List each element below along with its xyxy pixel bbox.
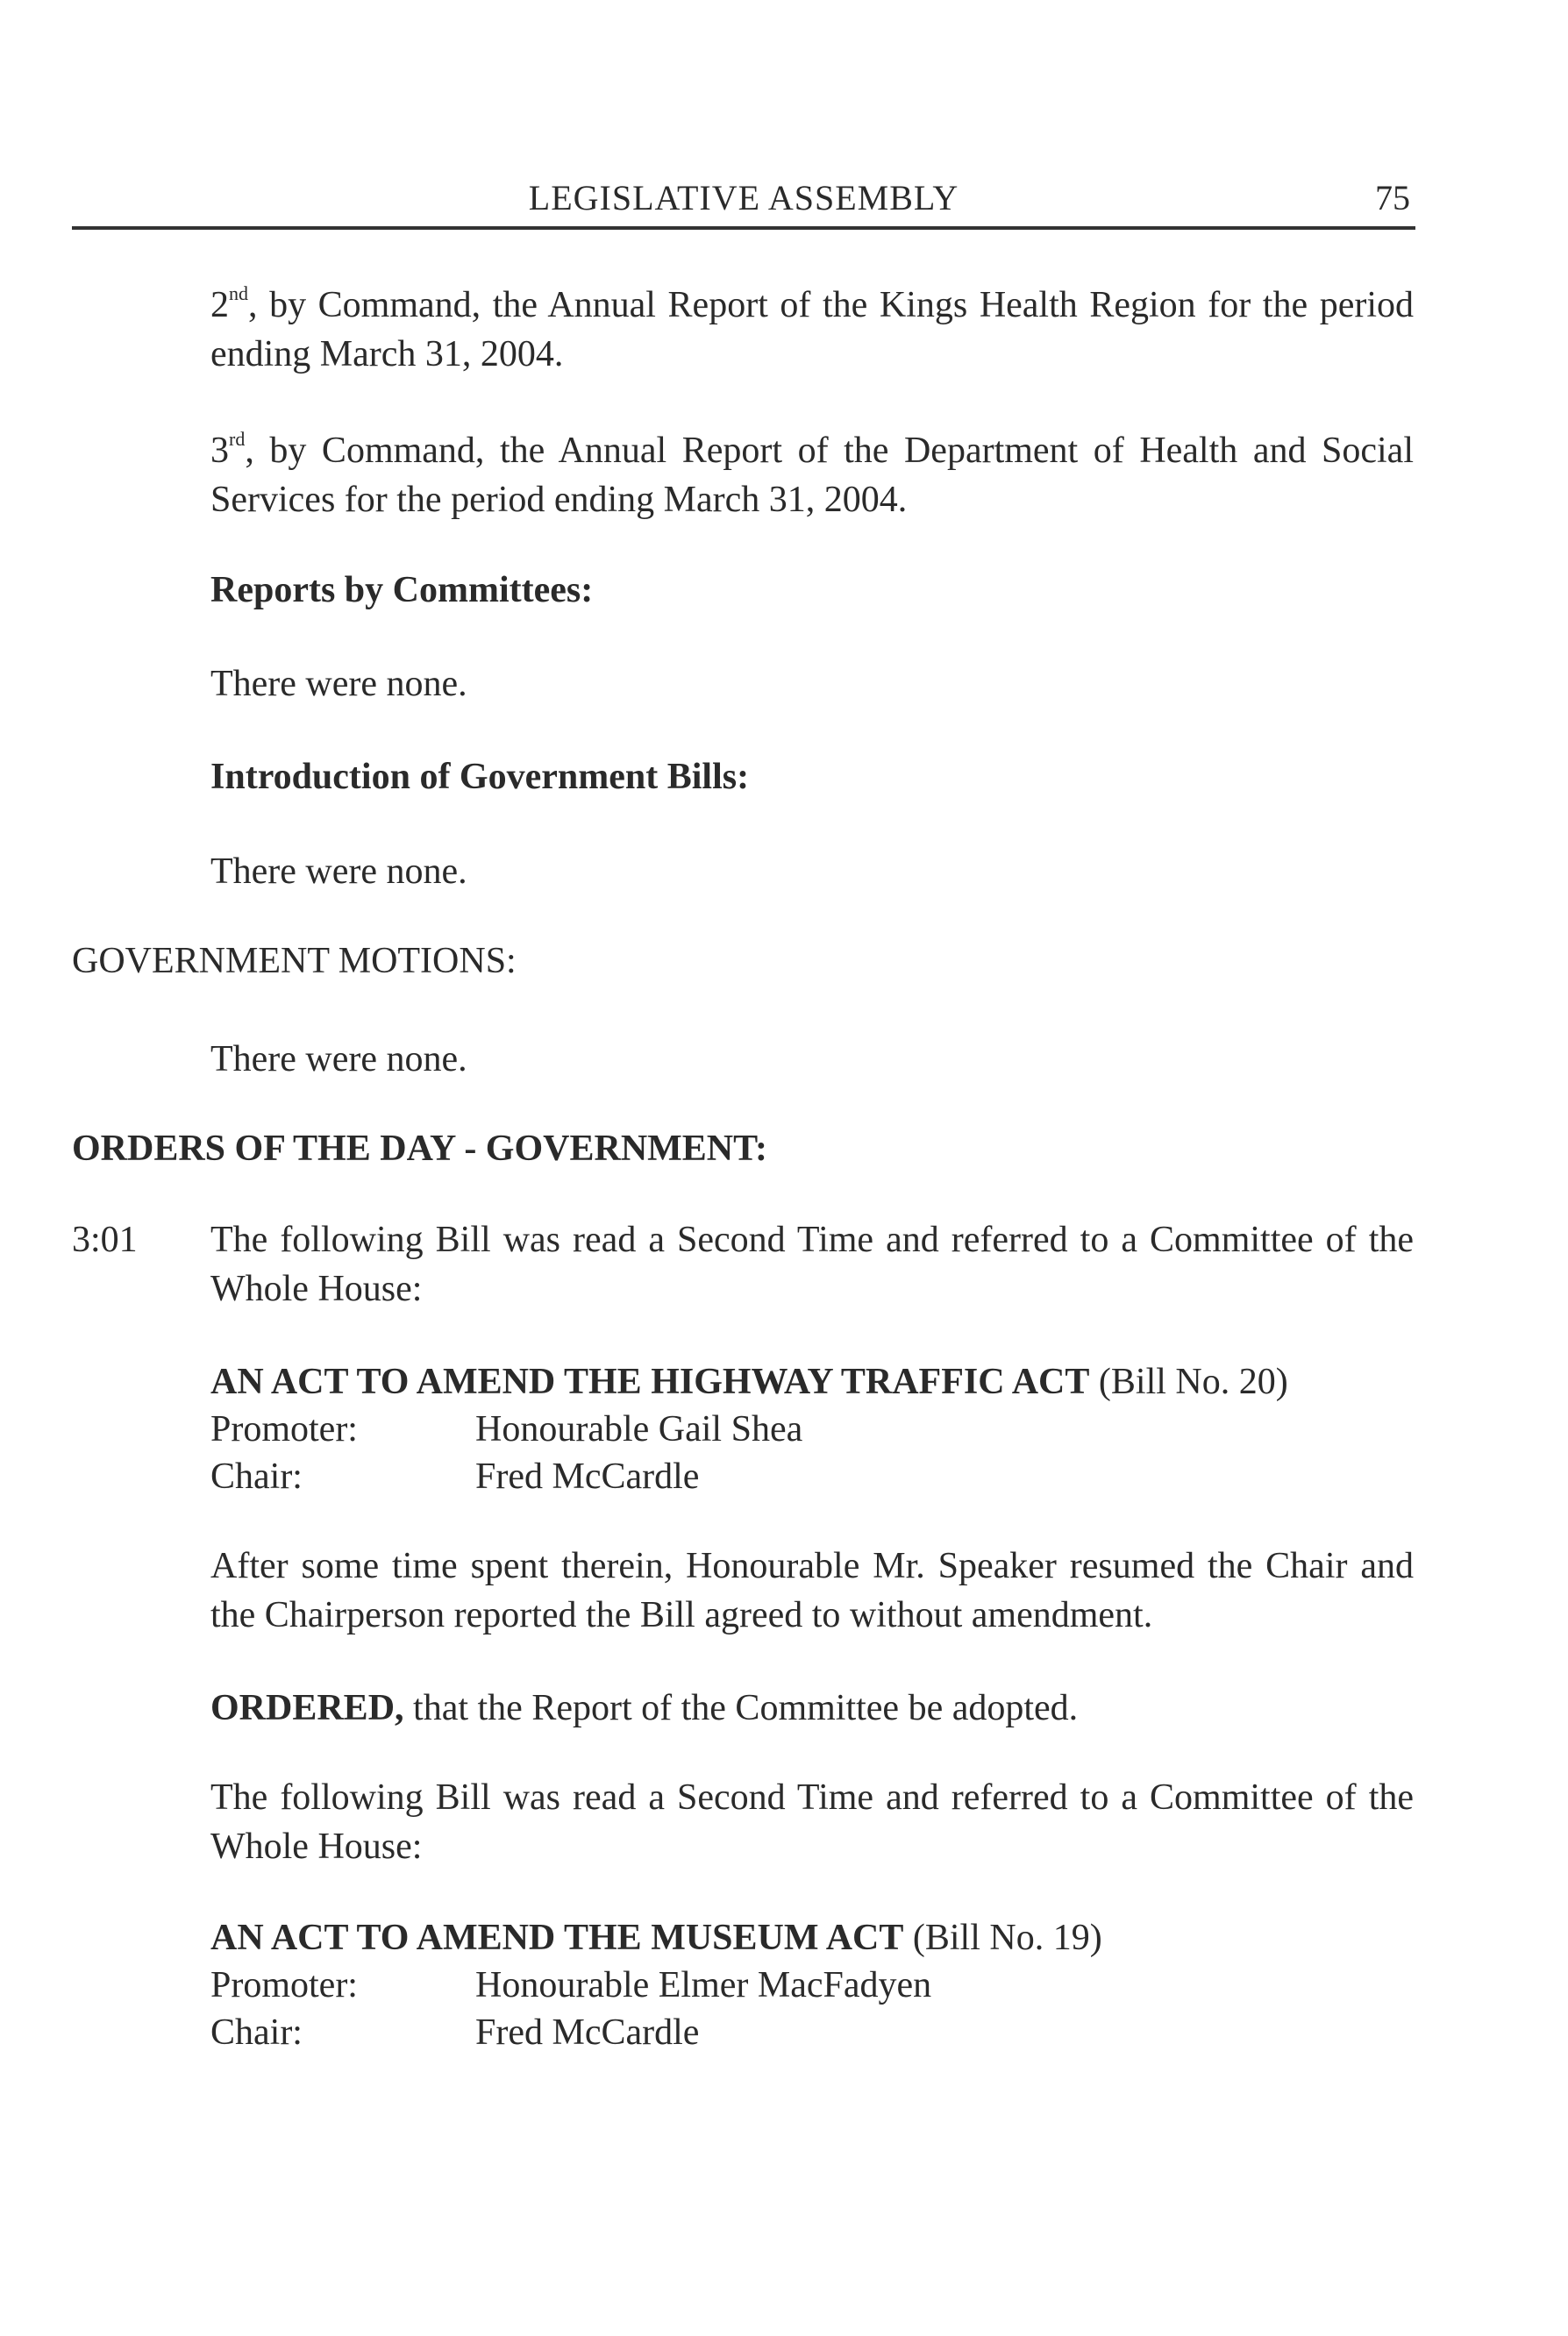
page-number: 75 bbox=[1375, 178, 1410, 217]
promoter-name: Honourable Gail Shea bbox=[475, 1409, 803, 1449]
government-motions-none-text: There were none. bbox=[210, 1039, 467, 1079]
ordered-label: ORDERED, bbox=[210, 1688, 404, 1728]
header-title: LEGISLATIVE ASSEMBLY bbox=[528, 178, 959, 217]
chair-name: Fred McCardle bbox=[475, 2012, 700, 2053]
government-motions-heading: GOVERNMENT MOTIONS: bbox=[72, 941, 517, 981]
time-stamp: 3:01 bbox=[72, 1220, 138, 1260]
reports-by-committees-heading: Reports by Committees: bbox=[210, 570, 594, 610]
ordinal-number: 3 bbox=[210, 431, 229, 471]
promoter-label: Promoter: bbox=[210, 1409, 358, 1449]
ordered-paragraph bbox=[210, 1684, 1414, 1733]
report-item-text: , by Command, the Annual Report of the Department of Health and Social Services for the period ending March 31, 2004. bbox=[210, 431, 1414, 520]
bill-title: AN ACT TO AMEND THE MUSEUM ACT bbox=[210, 1918, 904, 1958]
reports-none-text: There were none. bbox=[210, 664, 467, 704]
promoter-name: Honourable Elmer MacFadyen bbox=[475, 1965, 932, 2005]
report-item-2 bbox=[210, 281, 1414, 379]
bill-chair-row bbox=[210, 1452, 699, 1501]
second-reading-text-1: The following Bill was read a Second Time and referred to a Committee of the Whole House: bbox=[210, 1220, 1414, 1309]
report-item-text: , by Command, the Annual Report of the Kings Health Region for the period ending March 31, 2004. bbox=[210, 285, 1414, 374]
second-reading-text-2: The following Bill was read a Second Time and referred to a Committee of the Whole House: bbox=[210, 1777, 1414, 1867]
introduction-none-text: There were none. bbox=[210, 851, 467, 892]
bill-title-line-1 bbox=[210, 1357, 1414, 1407]
committee-report-text: After some time spent therein, Honourable Mr. Speaker resumed the Chair and the Chairperson reported the Bill agreed to without amendment. bbox=[210, 1546, 1414, 1635]
ordinal-suffix: rd bbox=[229, 428, 246, 450]
bill-chair-row bbox=[210, 2008, 699, 2057]
ordinal-suffix: nd bbox=[229, 282, 248, 304]
promoter-label: Promoter: bbox=[210, 1965, 358, 2005]
orders-of-the-day-heading: ORDERS OF THE DAY - GOVERNMENT: bbox=[72, 1129, 768, 1169]
page-header bbox=[72, 174, 1415, 230]
bill-number: (Bill No. 20) bbox=[1089, 1362, 1288, 1402]
bill-title-line-2 bbox=[210, 1913, 1414, 1962]
chair-label: Chair: bbox=[210, 1456, 303, 1497]
ordinal-number: 2 bbox=[210, 285, 229, 325]
bill-promoter-row bbox=[210, 1961, 931, 2010]
introduction-bills-heading: Introduction of Government Bills: bbox=[210, 757, 750, 797]
ordered-text: that the Report of the Committee be adopted. bbox=[403, 1688, 1079, 1728]
bill-number: (Bill No. 19) bbox=[903, 1918, 1102, 1958]
chair-name: Fred McCardle bbox=[475, 1456, 700, 1497]
chair-label: Chair: bbox=[210, 2012, 303, 2053]
bill-promoter-row bbox=[210, 1405, 802, 1454]
report-item-3 bbox=[210, 426, 1414, 524]
bill-title: AN ACT TO AMEND THE HIGHWAY TRAFFIC ACT bbox=[210, 1362, 1090, 1402]
